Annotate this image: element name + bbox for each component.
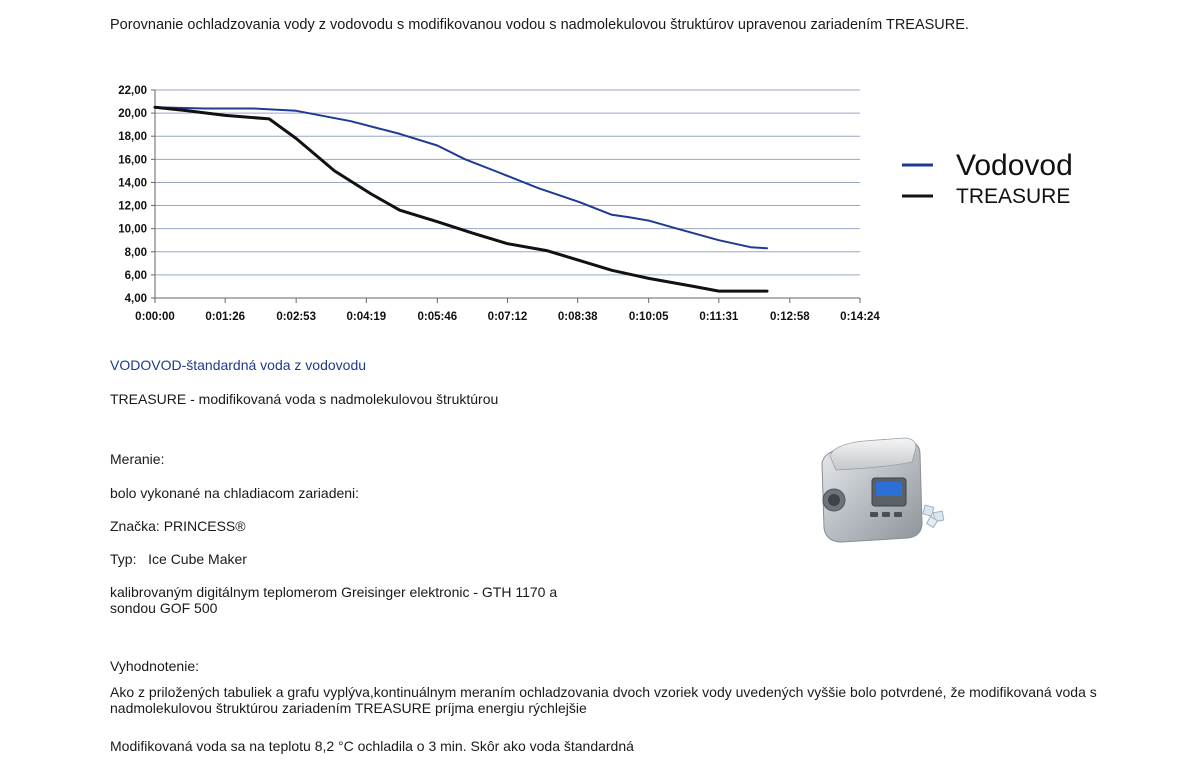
- series-line-treasure: [155, 107, 767, 291]
- x-tick-label: 0:08:38: [557, 311, 598, 323]
- cooling-line-chart: [0, 70, 1178, 340]
- y-tick-label: 8,00: [124, 246, 147, 259]
- x-tick-label: 0:05:46: [417, 311, 458, 323]
- x-tick-label: 0:12:58: [770, 311, 810, 323]
- y-tick-label: 18,00: [118, 131, 147, 144]
- x-tick-label: 0:01:26: [205, 311, 245, 323]
- x-tick-label: 0:10:05: [628, 311, 669, 323]
- x-tick-label: 0:02:53: [276, 311, 316, 323]
- y-tick-label: 6,00: [124, 269, 147, 282]
- measurement-thermometer: kalibrovaným digitálnym teplomerom Greisinger elektronic - GTH 1170 a sondou GOF 500: [110, 584, 558, 616]
- definition-treasure: TREASURE - modifikovaná voda s nadmolekulovou štruktúrou: [110, 391, 499, 407]
- legend-label-vodovod: Vodovod: [956, 149, 1073, 182]
- x-tick-label: 0:07:12: [487, 311, 528, 323]
- definition-vodovod: VODOVOD-štandardná voda z vodovodu: [110, 357, 367, 373]
- x-tick-label: 0:04:19: [346, 311, 387, 323]
- measurement-brand: Značka: PRINCESS®: [110, 518, 246, 534]
- y-tick-label: 10,00: [118, 223, 147, 236]
- x-tick-label: 0:11:31: [699, 311, 739, 323]
- y-tick-label: 20,00: [118, 108, 147, 121]
- y-tick-label: 16,00: [118, 154, 147, 167]
- measurement-heading: Meranie:: [110, 451, 165, 467]
- legend-label-treasure: TREASURE: [956, 185, 1071, 208]
- y-tick-label: 22,00: [118, 85, 147, 97]
- evaluation-text: Ako z priložených tabuliek a grafu vyplýva,kontinuálnym meraním ochladzovania dvoch vzoriek vody uvedených vyššie bolo potvrdené, že modifikovaná voda s nadmolekulovou štruktúrou zariadením TREASURE príjma energiu rýchlejšie: [110, 684, 1097, 716]
- y-tick-label: 12,00: [118, 200, 147, 213]
- evaluation-heading: Vyhodnotenie:: [110, 658, 199, 674]
- ice-cube-maker-image: [812, 428, 952, 548]
- x-tick-label: 0:14:24: [840, 311, 880, 323]
- y-tick-label: 4,00: [124, 293, 147, 305]
- evaluation-result: Modifikovaná voda sa na teplotu 8,2 °C ochladila o 3 min. Skôr ako voda štandardná: [110, 738, 634, 754]
- measurement-device-intro: bolo vykonané na chladiacom zariadeni:: [110, 485, 360, 501]
- series-line-vodovod: [155, 107, 767, 248]
- x-tick-label: 0:00:00: [135, 311, 175, 323]
- y-tick-label: 14,00: [118, 177, 147, 190]
- measurement-type: Typ: Ice Cube Maker: [110, 551, 247, 567]
- page-title: Porovnanie ochladzovania vody z vodovodu s modifikovanou vodou s nadmolekulovou štruktúrov upravenou zariadením TREASURE.: [110, 17, 969, 33]
